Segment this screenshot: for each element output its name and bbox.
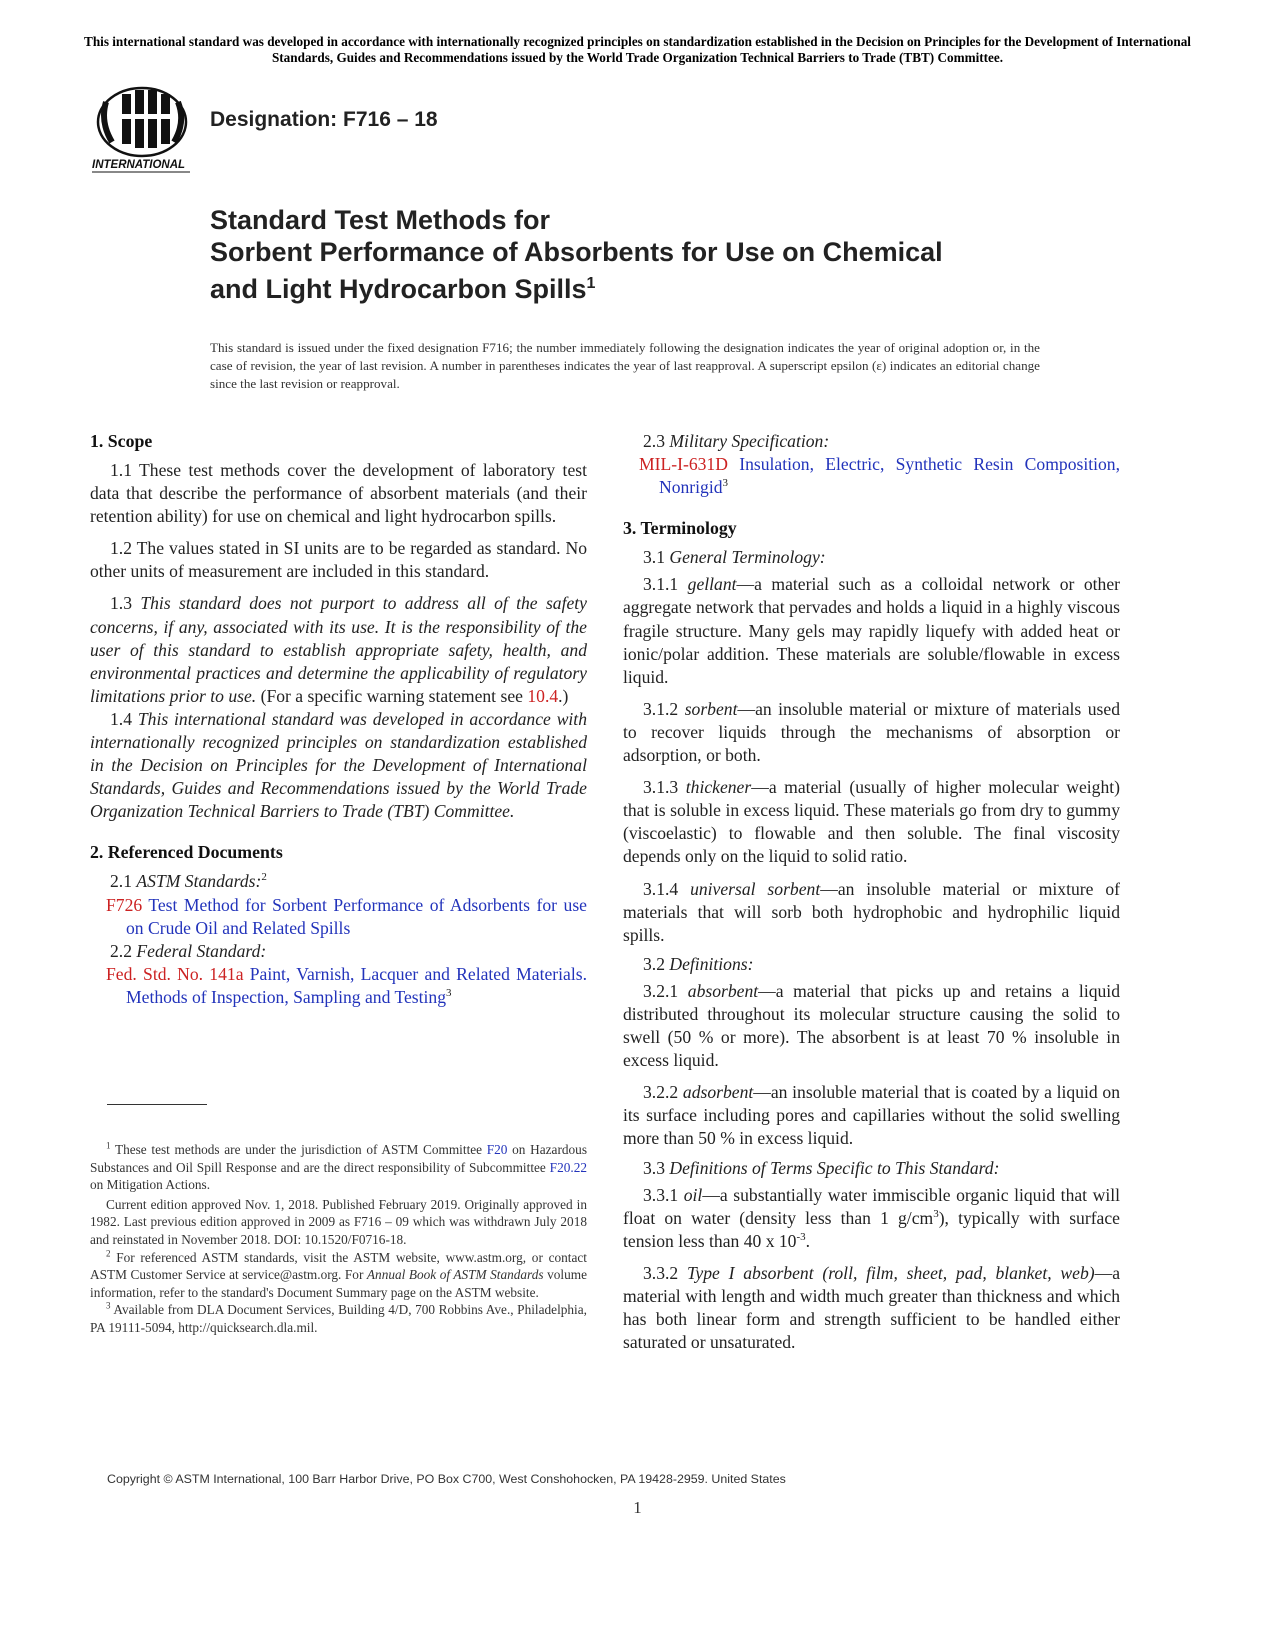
- footnote-3: $^3$ Available from DLA Document Services, Building 4/D, 700 Robbins Ave., Philadelphia, PA 19111-5094, http://quicksearch.dla.mil.: [90, 1300, 587, 1335]
- title-line-2: Sorbent Performance of Absorbents for Use on Chemical: [210, 237, 943, 267]
- logo-wordmark: INTERNATIONAL: [92, 159, 186, 171]
- para-3-3-2: 3.3.2 Type I absorbent (roll, film, sheet, pad, blanket, web)—a material with length and width much greater than thickness and which has both linear form and strength sufficient to be handled either saturated or unsaturated.: [623, 1262, 1121, 1353]
- title-line-3: and Light Hydrocarbon Spills$^1$: [210, 274, 596, 304]
- footnotes: [90, 1141, 587, 1337]
- para-3-2: 3.2 Definitions:: [643, 953, 754, 974]
- section-refdocs-heading: 2. Referenced Documents: [90, 842, 283, 863]
- ref-f726: [106, 894, 587, 940]
- para-1-1: 1.1 These test methods cover the development of laboratory test data that describe the performance of absorbent materials (and their retention ability) for use on chemical and light hydrocarbon spills.: [90, 460, 587, 527]
- link-f20-22[interactable]: F20.22: [549, 1159, 587, 1175]
- para-3-1: 3.1 General Terminology:: [643, 547, 826, 568]
- para-1-4: 1.4 This international standard was developed in accordance with internationally recognized principles on standardization established in the Decision on Principles for the Development of International Standards, Guides and Recommendations issued by the World Trade Organization Technical Barriers to Trade (TBT) Committee.: [90, 708, 587, 822]
- ref-mil-spec: MIL-I-631D Insulation, Electric, Synthetic Resin Composition, Nonrigid$^3$: [639, 454, 1120, 498]
- para-3-1-4: 3.1.4 universal sorbent—an insoluble material or mixture of materials that will sorb both hydrophobic and hydrophilic liquid spills.: [623, 878, 1120, 945]
- right-column: [623, 430, 1120, 1354]
- standards-notice: This international standard was developed in accordance with internationally recognized principles on standardization established in the Decision on Principles for the Development of International Standards, Guides and Recommendations issued by the World Trade Organization Technical Barriers to Trade (TBT) Committee.: [84, 34, 1191, 65]
- footnote-2: $^2$ For referenced ASTM standards, visit the ASTM website, www.astm.org, or contact ASTM Customer Service at service@astm.org. For Annual Book of ASTM Standards volume information, refer to the standard's Document Summary page on the ASTM website.: [90, 1248, 587, 1300]
- section-terminology-heading: 3. Terminology: [623, 518, 737, 539]
- link-mil-spec[interactable]: MIL-I-631D: [639, 454, 728, 475]
- astm-international-logo: [92, 84, 196, 182]
- title-line-1: Standard Test Methods for: [210, 205, 551, 235]
- issued-note: This standard is issued under the fixed designation F716; the number immediately following the designation indicates the year of original adoption or, in the case of revision, the year of last revision. A number in parentheses indicates the year of last reapproval. A superscript epsilon (ε) indicates an editorial change since the last revision or reapproval.: [210, 340, 1040, 391]
- astm-logo-icon: [92, 84, 196, 182]
- para-1-3: 1.3 This standard does not purport to address all of the safety concerns, if any, associated with its use. It is the responsibility of the user of this standard to establish appropriate safety, health, and environmental practices and determine the applicability of regulatory limitations prior to use. (For a specific warning statement see 10.4.): [90, 593, 587, 706]
- link-fed-std-title[interactable]: Paint, Varnish, Lacquer and Related Materials. Methods of Inspection, Sampling and Testing: [126, 963, 587, 1007]
- para-3-1-2: 3.1.2 sorbent—an insoluble material or mixture of materials used to recover liquids through the mechanisms of absorption or adsorption, or both.: [623, 698, 1120, 766]
- link-10-4[interactable]: 10.4: [527, 685, 559, 706]
- title-footnote-ref: 1: [586, 275, 596, 292]
- footnote-rule: [107, 1104, 207, 1105]
- link-fed-std[interactable]: Fed. Std. No. 141a: [106, 963, 244, 984]
- link-f726[interactable]: F726: [106, 894, 143, 915]
- para-3-3-1: 3.3.1 oil—a substantially water immiscible organic liquid that will float on water (density less than 1 $g/cm^3$), typically with surface tension less than 40 x $10^{-3}$.: [623, 1184, 1120, 1251]
- para-3-1-1: 3.1.1 gellant—a material such as a colloidal network or other aggregate network that pervades and holds a liquid in a highly viscous fragile structure. Many gels may rapidly liquefy with added heat or ionic/polar addition. These materials are soluble/flowable in excess liquid.: [623, 574, 1120, 687]
- para-3-1-3: 3.1.3 thickener—a material (usually of higher molecular weight) that is soluble in excess liquid. These materials go from dry to gummy (viscoelastic) to flowable and then soluble. The final viscosity depends only on the liquid to solid ratio.: [623, 777, 1121, 867]
- para-2-3: 2.3 Military Specification:: [643, 431, 830, 451]
- link-f726-title[interactable]: Test Method for Sorbent Performance of Adsorbents for use on Crude Oil and Related Spills: [126, 894, 587, 938]
- footnote-1-edition: Current edition approved Nov. 1, 2018. Published February 2019. Originally approved in 1982. Last previous edition approved in 2009 as F716 – 09 which was withdrawn July 2018 and reinstated in November 2018. DOI: 10.1520/F0716-18.: [90, 1196, 587, 1247]
- para-3-3: 3.3 Definitions of Terms Specific to This Standard:: [643, 1157, 1000, 1178]
- para-3-2-2: 3.2.2 adsorbent—an insoluble material that is coated by a liquid on its surface including pores and capillaries without the solid swelling more than 50 % in excess liquid.: [623, 1082, 1120, 1149]
- para-3-2-1: 3.2.1 absorbent—a material that picks up and retains a liquid distributed throughout its molecular structure causing the solid to swell (50 % or more). The absorbent is at least 70 % insoluble in excess liquid.: [623, 980, 1120, 1071]
- left-column: [90, 430, 587, 1009]
- copyright: Copyright © ASTM International, 100 Barr Harbor Drive, PO Box C700, West Conshohocken, PA 19428-2959. United States: [107, 1472, 786, 1486]
- para-2-1: 2.1 ASTM Standards:$^2$: [110, 871, 267, 892]
- section-scope-heading: 1. Scope: [90, 431, 153, 451]
- page-number: 1: [633, 1498, 642, 1517]
- link-f20[interactable]: F20: [486, 1142, 508, 1157]
- para-2-2: 2.2 Federal Standard:: [110, 940, 267, 961]
- ref-fed-std: Fed. Std. No. 141a Paint, Varnish, Lacquer and Related Materials. Methods of Inspection, Sampling and Testing$^3$: [106, 963, 587, 1007]
- document-title: [210, 204, 1210, 305]
- link-mil-spec-title[interactable]: Insulation, Electric, Synthetic Resin Composition, Nonrigid: [659, 454, 1120, 498]
- para-1-2: 1.2 The values stated in SI units are to be regarded as standard. No other units of measurement are included in this standard.: [90, 538, 587, 582]
- footnote-1: $^1$ These test methods are under the jurisdiction of ASTM Committee F20 on Hazardous Substances and Oil Spill Response and are the direct responsibility of Subcommittee F20.22 on Mitigation Actions.: [90, 1140, 587, 1193]
- designation: Designation: F716 – 18: [210, 108, 438, 131]
